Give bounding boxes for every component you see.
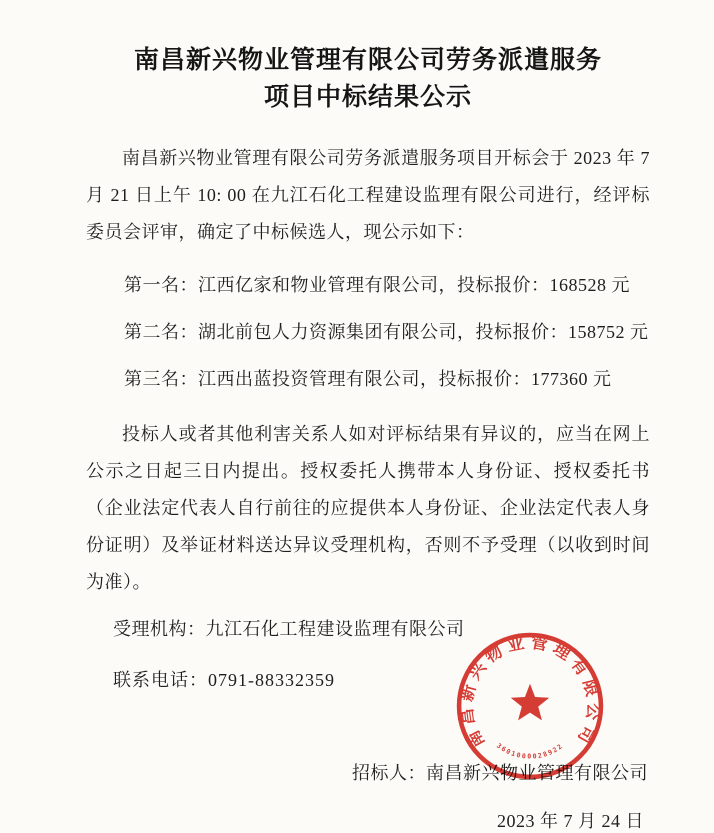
- seal-ring-text: 南昌新兴物业管理有限公司: [456, 632, 604, 751]
- contact-phone-line: 联系电话：0791-88332359: [113, 670, 335, 690]
- title-line-2: 项目中标结果公示: [263, 84, 472, 111]
- seal-serial-number: 3601000028922: [495, 741, 565, 761]
- winner-line-third: 第三名：江西出蓝投资管理有限公司，投标报价：177360 元: [124, 369, 612, 389]
- objection-paragraph: 投标人或者其他利害关系人如对评标结果有异议的，应当在网上公示之日起三日内提出。授权委托人携带本人身份证、授权委托书（企业法定代表人自行前往的应提供本人身份证、企业法定代表人身份证明）及举证材料送达异议受理机构，否则不予受理（以收到时间为准）。: [86, 424, 650, 592]
- intro-paragraph: 南昌新兴物业管理有限公司劳务派遣服务项目开标会于 2023 年 7 月 21 日上午 10: 00 在九江石化工程建设监理有限公司进行，经评标委员会评审，确定了中标候选人，现公示如下：: [86, 148, 650, 242]
- seal-ring-circle: [459, 635, 601, 777]
- company-seal: [454, 630, 606, 782]
- tenderer-line: 招标人：南昌新兴物业管理有限公司: [352, 763, 648, 783]
- company-seal-graphic: [454, 630, 606, 782]
- acceptance-agency-line: 受理机构：九江石化工程建设监理有限公司: [113, 619, 465, 639]
- svg-text:3601000028922: [495, 742, 565, 761]
- document-title: [86, 42, 650, 116]
- winner-line-first: 第一名：江西亿家和物业管理有限公司，投标报价：168528 元: [124, 275, 630, 295]
- winner-line-second: 第二名：湖北前包人力资源集团有限公司，投标报价：158752 元: [124, 322, 649, 342]
- title-line-1: 南昌新兴物业管理有限公司劳务派遣服务: [133, 47, 602, 74]
- date-line: 2023 年 7 月 24 日: [497, 811, 644, 831]
